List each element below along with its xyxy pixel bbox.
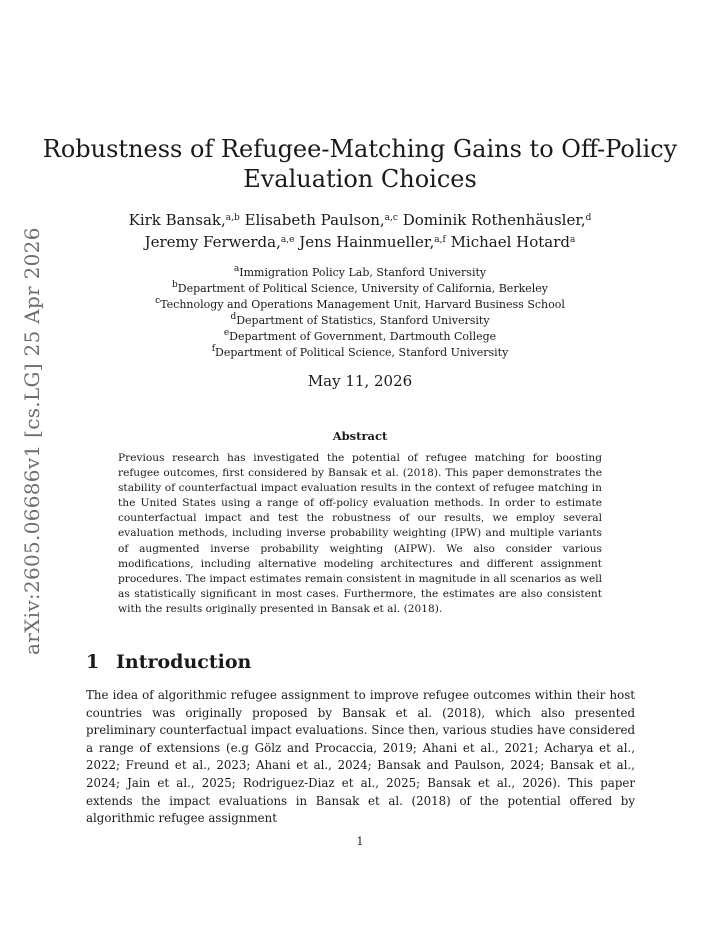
affiliation-text: Immigration Policy Lab, Stanford University <box>239 266 487 279</box>
affiliation-marker: d <box>230 312 237 322</box>
affiliation-item <box>0 281 720 297</box>
author-line-2 <box>0 231 720 253</box>
publication-date: May 11, 2026 <box>307 372 413 390</box>
affiliation-text: Department of Government, Dartmouth College <box>229 330 497 343</box>
author-name: Michael Hotard <box>450 233 571 251</box>
author-affil-marker: d <box>585 213 592 223</box>
paper-title: Robustness of Refugee-Matching Gains to Off-Policy Evaluation Choices <box>42 135 678 193</box>
body-paragraph: The idea of algorithmic refugee assignment to improve refugee outcomes within their host countries was originally proposed by Bansak et al. (2018), which also presented preliminary counterfactual impact evaluations. Since then, various studies have considered a range of extensions (e.g Gölz and Procaccia, 2019; Ahani et al., 2021; Acharya et al., 2022; Freund et al., 2023; Ahani et al., 2024; Bansak and Paulson, 2024; Bansak et al., 2024; Jain et al., 2025; Rodriguez-Diaz et al., 2025; Bansak et al., 2026). This paper extends the impact evaluations in Bansak et al. (2018) of the potential offered by algorithmic refugee assignment <box>86 688 635 826</box>
page-number: 1 <box>356 835 364 848</box>
author-name: Kirk Bansak, <box>128 211 226 229</box>
affiliation-marker: e <box>223 328 230 338</box>
affiliation-text: Department of Political Science, Stanford University <box>215 346 509 359</box>
arxiv-identifier: arXiv:2605.06686v1 [cs.LG] 25 Apr 2026 <box>20 227 44 655</box>
affiliation-text: Department of Statistics, Stanford University <box>236 314 490 327</box>
section-number: 1 <box>86 651 100 673</box>
affiliation-text: Technology and Operations Management Unit, Harvard Business School <box>160 298 565 311</box>
author-name: Jens Hainmueller, <box>299 233 435 251</box>
author-line-1 <box>0 209 720 231</box>
affiliation-marker: c <box>155 296 161 306</box>
author-name: Dominik Rothenhäusler, <box>402 211 586 229</box>
affiliation-marker: a <box>233 264 240 274</box>
author-affil-marker: a <box>570 235 576 245</box>
affiliation-item <box>0 345 720 361</box>
author-list <box>0 209 720 253</box>
affiliation-list <box>0 265 720 361</box>
affiliation-marker: b <box>172 280 178 290</box>
abstract-text: Previous research has investigated the potential of refugee matching for boosting refugee outcomes, first considered by Bansak et al. (2018). This paper demonstrates the stability of counterfactual impact evaluation results in the context of refugee matching in the United States using a range of off-policy evaluation methods. In order to estimate counterfactual impact and test the robustness of our results, we employ several evaluation methods, including inverse probability weighting (IPW) and multiple variants of augmented inverse probability weighting (AIPW). We also consider various modifications, including alternative modeling architectures and different assignment procedures. The impact estimates remain consistent in magnitude in all scenarios as well as statistically significant in most cases. Furthermore, the estimates are also consistent with the results originally presented in Bansak et al. (2018). <box>118 452 602 615</box>
affiliation-text: Department of Political Science, University of California, Berkeley <box>177 282 548 295</box>
affiliation-item <box>0 265 720 281</box>
author-affil-marker: a,c <box>384 213 398 223</box>
section-title: Introduction <box>116 651 252 673</box>
author-name: Jeremy Ferwerda, <box>144 233 281 251</box>
abstract-heading: Abstract <box>332 429 388 443</box>
affiliation-item <box>0 329 720 345</box>
affiliation-item <box>0 313 720 329</box>
affiliation-marker: f <box>211 344 216 354</box>
author-name: Elisabeth Paulson, <box>244 211 385 229</box>
section-heading <box>86 651 251 673</box>
author-affil-marker: a,e <box>280 235 295 245</box>
affiliation-item <box>0 297 720 313</box>
author-affil-marker: a,f <box>434 235 446 245</box>
author-affil-marker: a,b <box>225 213 240 223</box>
